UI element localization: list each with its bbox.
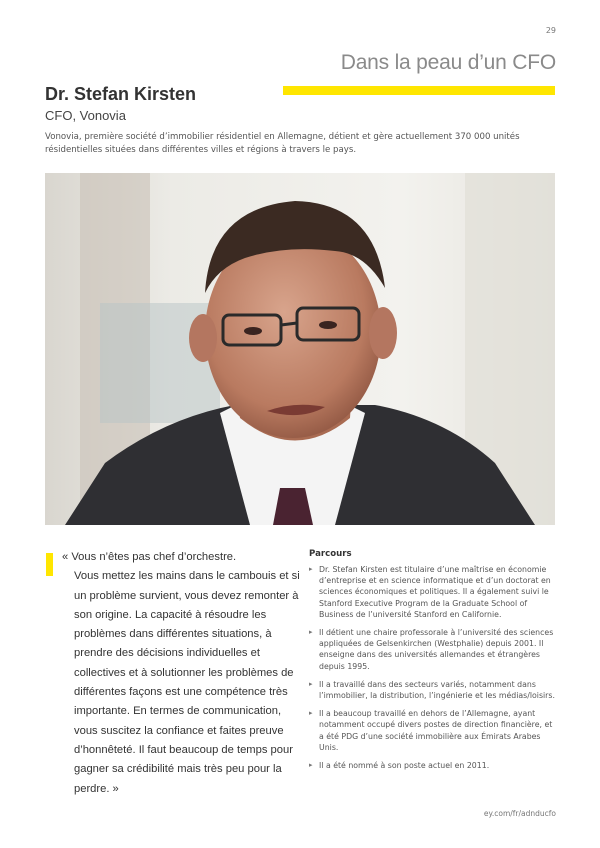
profile-intro: Vonovia, première société d’immobilier résidentiel en Allemagne, détient et gère actuellement 370 000 unités résidentielles situées dans différentes villes et régions à travers le pays. (45, 132, 520, 155)
quote-body: Vous mettez les mains dans le cambouis et si un problème survient, vous devez remonter à son origine. La capacité à résoudre les problèmes dans différentes situations, à prendre des décisions individuelles et collectives et à solutionner les problèmes de différentes façons est une compétence très importante. En termes de communication, vous suscitez la confiance et faites preuve d’honnêteté. Il faut beaucoup de temps pour gagner sa crédibilité mais très peu pour la perdre. » (74, 570, 300, 795)
parcours-heading: Parcours (309, 549, 352, 559)
section-title: Dans la peau d’un CFO (340, 51, 556, 74)
quote-accent (46, 553, 53, 576)
list-item: ▸ Il a travaillé dans des secteurs variés, notamment dans l’immobilier, la distribution, l’ingénierie et les médias/loisirs. (309, 679, 555, 701)
bullet-icon: ▸ (309, 709, 313, 718)
accent-bar (283, 86, 555, 95)
portrait-illustration (45, 173, 555, 525)
list-item: ▸ Il détient une chaire professorale à l’université des sciences appliquées de Gelsenkirchen (Westphalie) depuis 2001. Il enseigne dans des universités allemandes et étrangères depuis 1995. (309, 628, 554, 671)
list-item: ▸ Il a beaucoup travaillé en dehors de l’Allemagne, ayant notamment occupé divers postes de direction financière, et a été PDG d’une société immobilière aux Émirats Arabes Unis. (309, 709, 553, 752)
bullet-icon: ▸ (309, 679, 313, 688)
list-item: ▸ Dr. Stefan Kirsten est titulaire d’une maîtrise en économie d’entreprise et en science informatique et d’un doctorat en sciences économiques et politiques. Il a également suivi le Stanford Executive Program de la Graduate School of Business de l’université Stanford en Californie. (309, 565, 551, 619)
parcours-section (309, 549, 559, 778)
bullet-icon: ▸ (309, 761, 313, 770)
profile-name: Dr. Stefan Kirsten (45, 84, 197, 104)
parcours-list (309, 564, 559, 771)
page-number: 29 (545, 26, 556, 35)
profile-role: CFO, Vonovia (45, 108, 126, 123)
portrait-photo (45, 173, 555, 525)
bullet-icon: ▸ (309, 628, 313, 637)
list-item: ▸ Il a été nommé à son poste actuel en 2011. (309, 761, 490, 771)
pull-quote (62, 548, 302, 799)
quote-first-line: « Vous n’êtes pas chef d’orchestre. (62, 551, 237, 563)
bullet-icon: ▸ (309, 565, 313, 573)
footer-link[interactable]: ey.com/fr/adnducfo (483, 809, 556, 818)
